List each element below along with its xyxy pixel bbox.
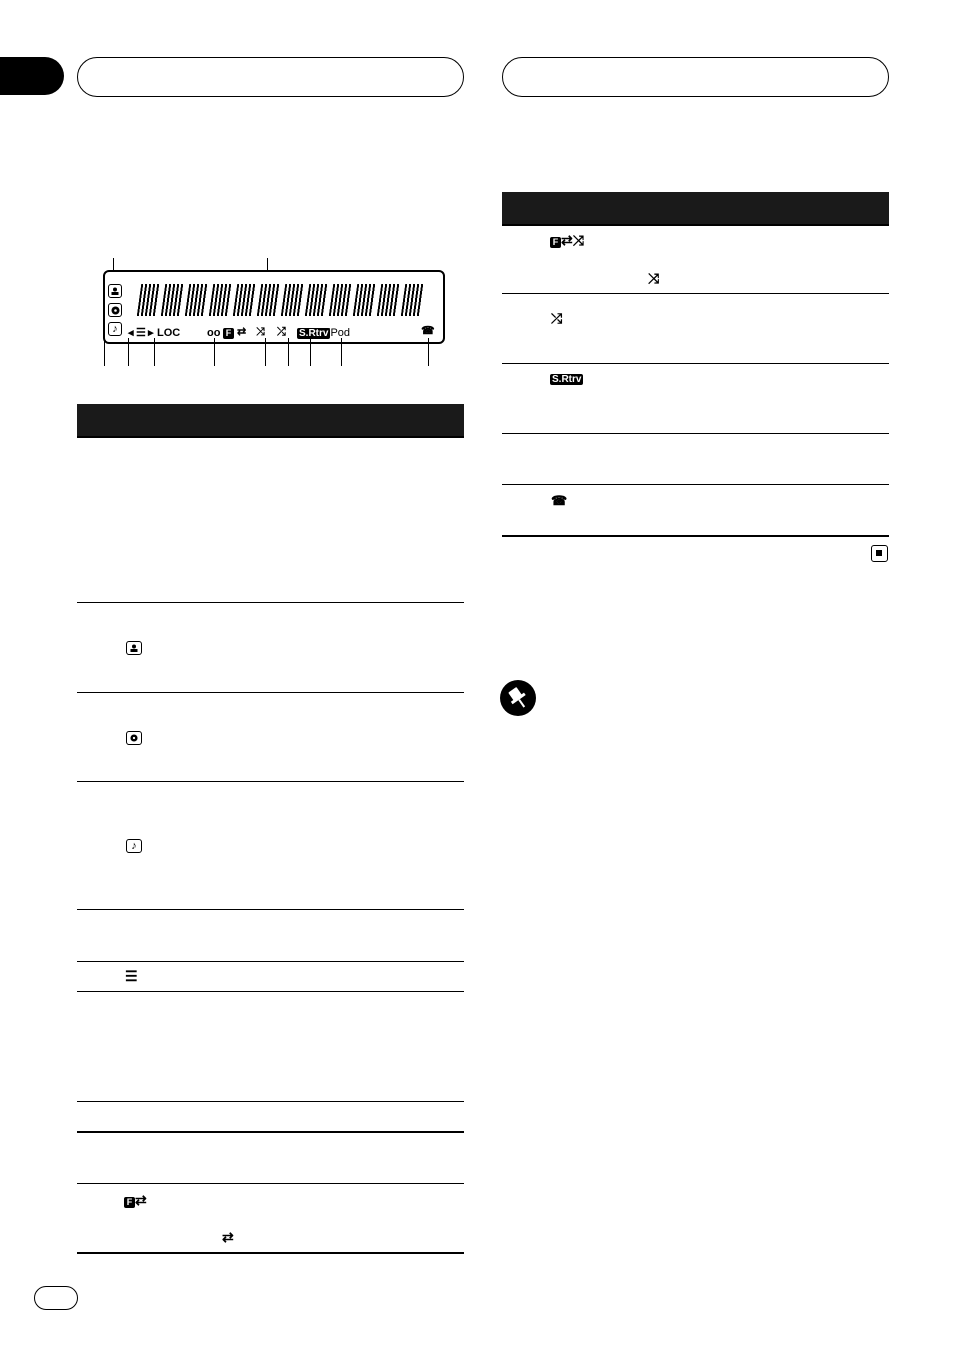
- callout-leader: [428, 338, 429, 366]
- callout-leader: [265, 338, 266, 366]
- ipod-indicator: iPod: [328, 327, 351, 339]
- callout-leader: [154, 338, 155, 366]
- row-divider: [77, 1131, 464, 1133]
- row-divider: [77, 781, 464, 782]
- row-divider: [502, 484, 889, 485]
- callout-leader: [341, 338, 342, 366]
- tip-pushpin-icon: [500, 680, 536, 716]
- list-icon: ☰: [136, 327, 146, 339]
- phone-icon: ☎: [551, 493, 568, 508]
- lcd-character: [377, 284, 400, 316]
- phone-icon: ☎: [421, 325, 435, 337]
- row-divider: [77, 1183, 464, 1184]
- lcd-character: [161, 284, 184, 316]
- table-bottom-rule: [77, 1252, 464, 1254]
- shuffle-icon: ⤮: [277, 326, 286, 338]
- callout-leader: [104, 316, 105, 366]
- lcd-character: [281, 284, 304, 316]
- loc-indicator: LOC: [157, 327, 181, 339]
- artist-icon: [108, 284, 122, 298]
- sound-retriever-icon: S.Rtrv: [552, 374, 582, 385]
- artist-icon: [126, 641, 142, 655]
- left-section-header: [77, 57, 464, 97]
- row-divider: [77, 602, 464, 603]
- lcd-character: [257, 284, 280, 316]
- table-header: [502, 192, 889, 226]
- row-divider: [502, 433, 889, 434]
- lcd-character: [137, 284, 160, 316]
- row-divider: [77, 1101, 464, 1102]
- folder-repeat-icon: F ⇄: [124, 1193, 147, 1208]
- callout-leader: [288, 338, 289, 366]
- lcd-character: [305, 284, 328, 316]
- folder-badge: F: [223, 327, 234, 339]
- callout-leader: [310, 338, 311, 366]
- table-bottom-rule: [502, 535, 889, 537]
- shuffle-icon: ⤮: [551, 310, 563, 326]
- end-mark-icon: [871, 545, 888, 562]
- list-icon: ☰: [125, 968, 138, 984]
- row-divider: [77, 991, 464, 992]
- lcd-character: [185, 284, 208, 316]
- seek-left-icon: ◂: [128, 327, 134, 339]
- seek-right-icon: ▸: [148, 327, 154, 339]
- row-divider: [502, 363, 889, 364]
- random-icon: ⤨: [256, 326, 265, 338]
- row-divider: [502, 293, 889, 294]
- folder-repeat-random-icon: F ⇄⤨: [550, 233, 584, 248]
- sound-retriever-indicator: S.Rtrv: [299, 328, 329, 339]
- section-tab: [0, 57, 64, 95]
- row-divider: [77, 961, 464, 962]
- album-icon: [126, 731, 142, 745]
- callout-leader: [214, 338, 215, 366]
- lcd-character: [329, 284, 352, 316]
- right-section-header: [502, 57, 889, 97]
- stereo-icon: oo: [207, 327, 221, 339]
- callout-leader: [128, 338, 129, 366]
- song-icon: ♪: [126, 839, 142, 853]
- lcd-character: [233, 284, 256, 316]
- random-icon: ⤨: [648, 270, 660, 286]
- song-icon: ♪: [108, 322, 122, 336]
- row-divider: [77, 692, 464, 693]
- lcd-panel: [103, 270, 445, 344]
- repeat-icon: ⇄: [222, 1229, 234, 1245]
- lcd-character: [401, 284, 424, 316]
- lcd-character: [209, 284, 232, 316]
- lcd-character: [353, 284, 376, 316]
- table-header: [77, 404, 464, 438]
- album-icon: [108, 303, 122, 317]
- page-number-badge: [34, 1286, 78, 1310]
- repeat-icon: ⇄: [237, 326, 247, 338]
- row-divider: [77, 909, 464, 910]
